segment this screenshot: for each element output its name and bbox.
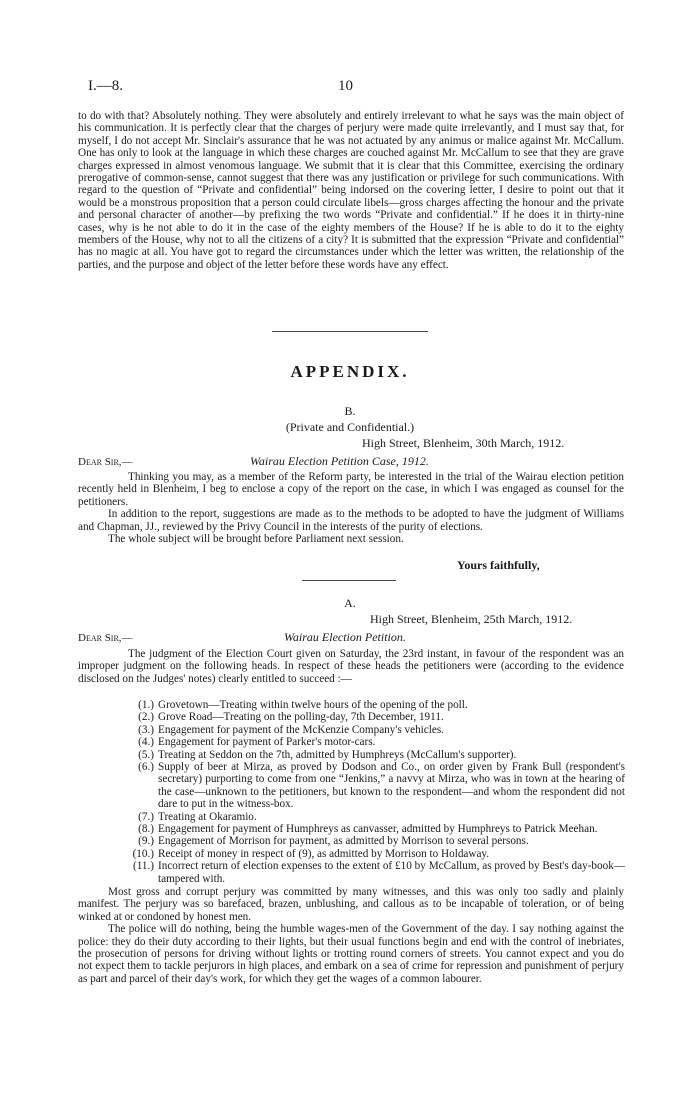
letter-a-closing-paragraph: The police will do nothing, being the humble wages-men of the Government of the day. I say nothing against the police: they do their duty according to their lights, but their usual functions begin and end with the control of inebriates, the prosecution of persons for driving without lights or trotting round corners of streets. You cannot expect and you do not expect them to tackle perjurors in high places, and embark on a sea of crime for repression and punishment of perjury as part and parcel of their day's work, for which they get the wages of a common labourer. [78,923,624,985]
letter-b-marking: (Private and Confidential.) [285,420,415,434]
list-item-text: Engagement for payment of Parker's motor-cars. [158,736,376,749]
list-item [120,823,625,835]
list-item [120,860,625,885]
letter-a-heads-list [120,699,625,885]
letter-b-subject: Wairau Election Petition Case, 1912. [250,454,429,468]
letter-b-signoff: Yours faithfully, [457,558,540,572]
letter-b-address: High Street, Blenheim, 30th March, 1912. [362,436,565,450]
list-item-text: Engagement for payment of the McKenzie Company's vehicles. [158,723,444,736]
letter-b-paragraph: The whole subject will be brought before Parliament next session. [108,533,404,546]
list-item [120,848,625,860]
list-item [120,711,625,723]
list-item-number: (11.) [132,860,154,873]
list-item-number: (10.) [132,847,154,860]
list-item [120,835,625,847]
list-item-text: Supply of beer at Mirza, as proved by Dodson and Co., on order given by Frank Bull (respondent's secretary) purporting to come from one “Jenkins,” a navvy at Mirza, who was in town at the hearing of the case—unknown to the petitioners, but known to the respondent—and whom the respondent did not dare to put in the witness-box. [158,761,625,811]
list-item-number: (8.) [138,823,154,836]
letter-a-salutation: Dear Sir,— [78,632,133,644]
list-item [120,724,625,736]
list-item-text: Grovetown—Treating within twelve hours of the opening of the poll. [158,699,468,711]
list-item-number: (5.) [138,748,154,761]
letter-a-intro: The judgment of the Election Court given on Saturday, the 23rd instant, in favour of the respondent was an improper judgment on the following heads. In respect of these heads the petitioners were (according to the evidence disclosed on the Judges' notes) clearly entitled to succeed :— [78,648,624,685]
letter-a-address: High Street, Blenheim, 25th March, 1912. [370,612,573,626]
list-item-text: Treating at Okaramio. [158,810,257,823]
letter-a-subject: Wairau Election Petition. [284,630,406,644]
list-item [120,761,625,811]
letter-b-body [78,471,624,545]
list-item-text: Grove Road—Treating on the polling-day, 7th December, 1911. [158,711,444,724]
letter-a-label: A. [344,596,356,610]
list-item-text: Incorrect return of election expenses to the extent of £10 by McCallum, as proved by Best's day-book—tampered with. [158,860,625,885]
section-divider [272,331,428,332]
list-item [120,736,625,748]
list-item [120,699,625,711]
letter-b-label: B. [344,404,356,418]
letter-divider [302,580,396,581]
list-item-number: (4.) [138,736,154,749]
list-item-number: (2.) [138,711,154,724]
letter-b-paragraph: Thinking you may, as a member of the Reform party, be interested in the trial of the Wairau election petition recently held in Blenheim, I beg to enclose a copy of the report on the case, in which I was engaged as counsel for the petitioners. [78,471,624,508]
letter-a-closing-paragraph: Most gross and corrupt perjury was committed by many witnesses, and this was only too sadly and plainly manifest. The perjury was so barefaced, brazen, unblushing, and callous as to be incapable of toleration, or of being winked at or condoned by honest men. [78,886,624,923]
letter-a-closing-block [78,886,624,985]
list-item-text: Treating at Seddon on the 7th, admitted by Humphreys (McCallum's supporter). [158,748,517,761]
letter-b-paragraph: In addition to the report, suggestions are made as to the methods to be adopted to have the judgment of Williams and Chapman, JJ., reviewed by the Privy Council in the interests of the purity of elections. [78,508,624,533]
opening-paragraph: to do with that? Absolutely nothing. They were absolutely and entirely irrelevant to what he says was the main object of his communication. It is perfectly clear that the charges of perjury were made quite irrelevantly, and I must say that, for myself, I do not accept Mr. Sinclair's assurance that he was not actuated by any animus or malice against Mr. McCallum. One has only to look at the language in which these charges are couched against Mr. McCallum to see that they are grave charges expressed in almost venomous language. We submit that it is clear that this Committee, exercising the ordinary prerogative of common-sense, cannot suggest that there was any justification or privilege for such communications. With regard to the question of “Private and confidential” being indorsed on the covering letter, I desire to point out that it would be a monstrous proposition that a person could circulate libels—gross charges affecting the honour and the private and personal character of another—by prefixing the two words “Private and confidential.” If he does it in thirty-nine cases, why is he not able to do it in the case of the eighty members of the House? If he is able to do it to the eighty members of the House, why not to all the citizens of a city? It is submitted that the expression “Private and confidential” has no magic at all. You have got to regard the circumstances under which the letter was written, the relationship of the parties, and the purpose and object of the letter before these words have any effect. [78,110,624,271]
appendix-heading: APPENDIX. [290,362,410,381]
letter-b-salutation: Dear Sir,— [78,456,133,468]
page-header [88,78,640,98]
list-item-text: Engagement of Morrison for payment, as admitted by Morrison to several persons. [158,835,529,848]
opening-paragraph-block [78,110,624,271]
list-item-number: (3.) [138,723,154,736]
list-item [120,749,625,761]
list-item-text: Receipt of money in respect of (9), as admitted by Morrison to Holdaway. [158,847,490,860]
list-item-number: (1.) [138,699,154,711]
parliamentary-paper-reference: I.—8. [88,78,123,94]
list-item-text: Engagement for payment of Humphreys as canvasser, admitted by Humphreys to Patrick Meehan. [158,823,598,836]
list-item-number: (6.) [138,761,154,774]
list-item [120,811,625,823]
page-number: 10 [338,78,353,94]
list-item-number: (7.) [138,810,154,823]
list-item-number: (9.) [138,835,154,848]
letter-a-intro-block [78,648,624,685]
